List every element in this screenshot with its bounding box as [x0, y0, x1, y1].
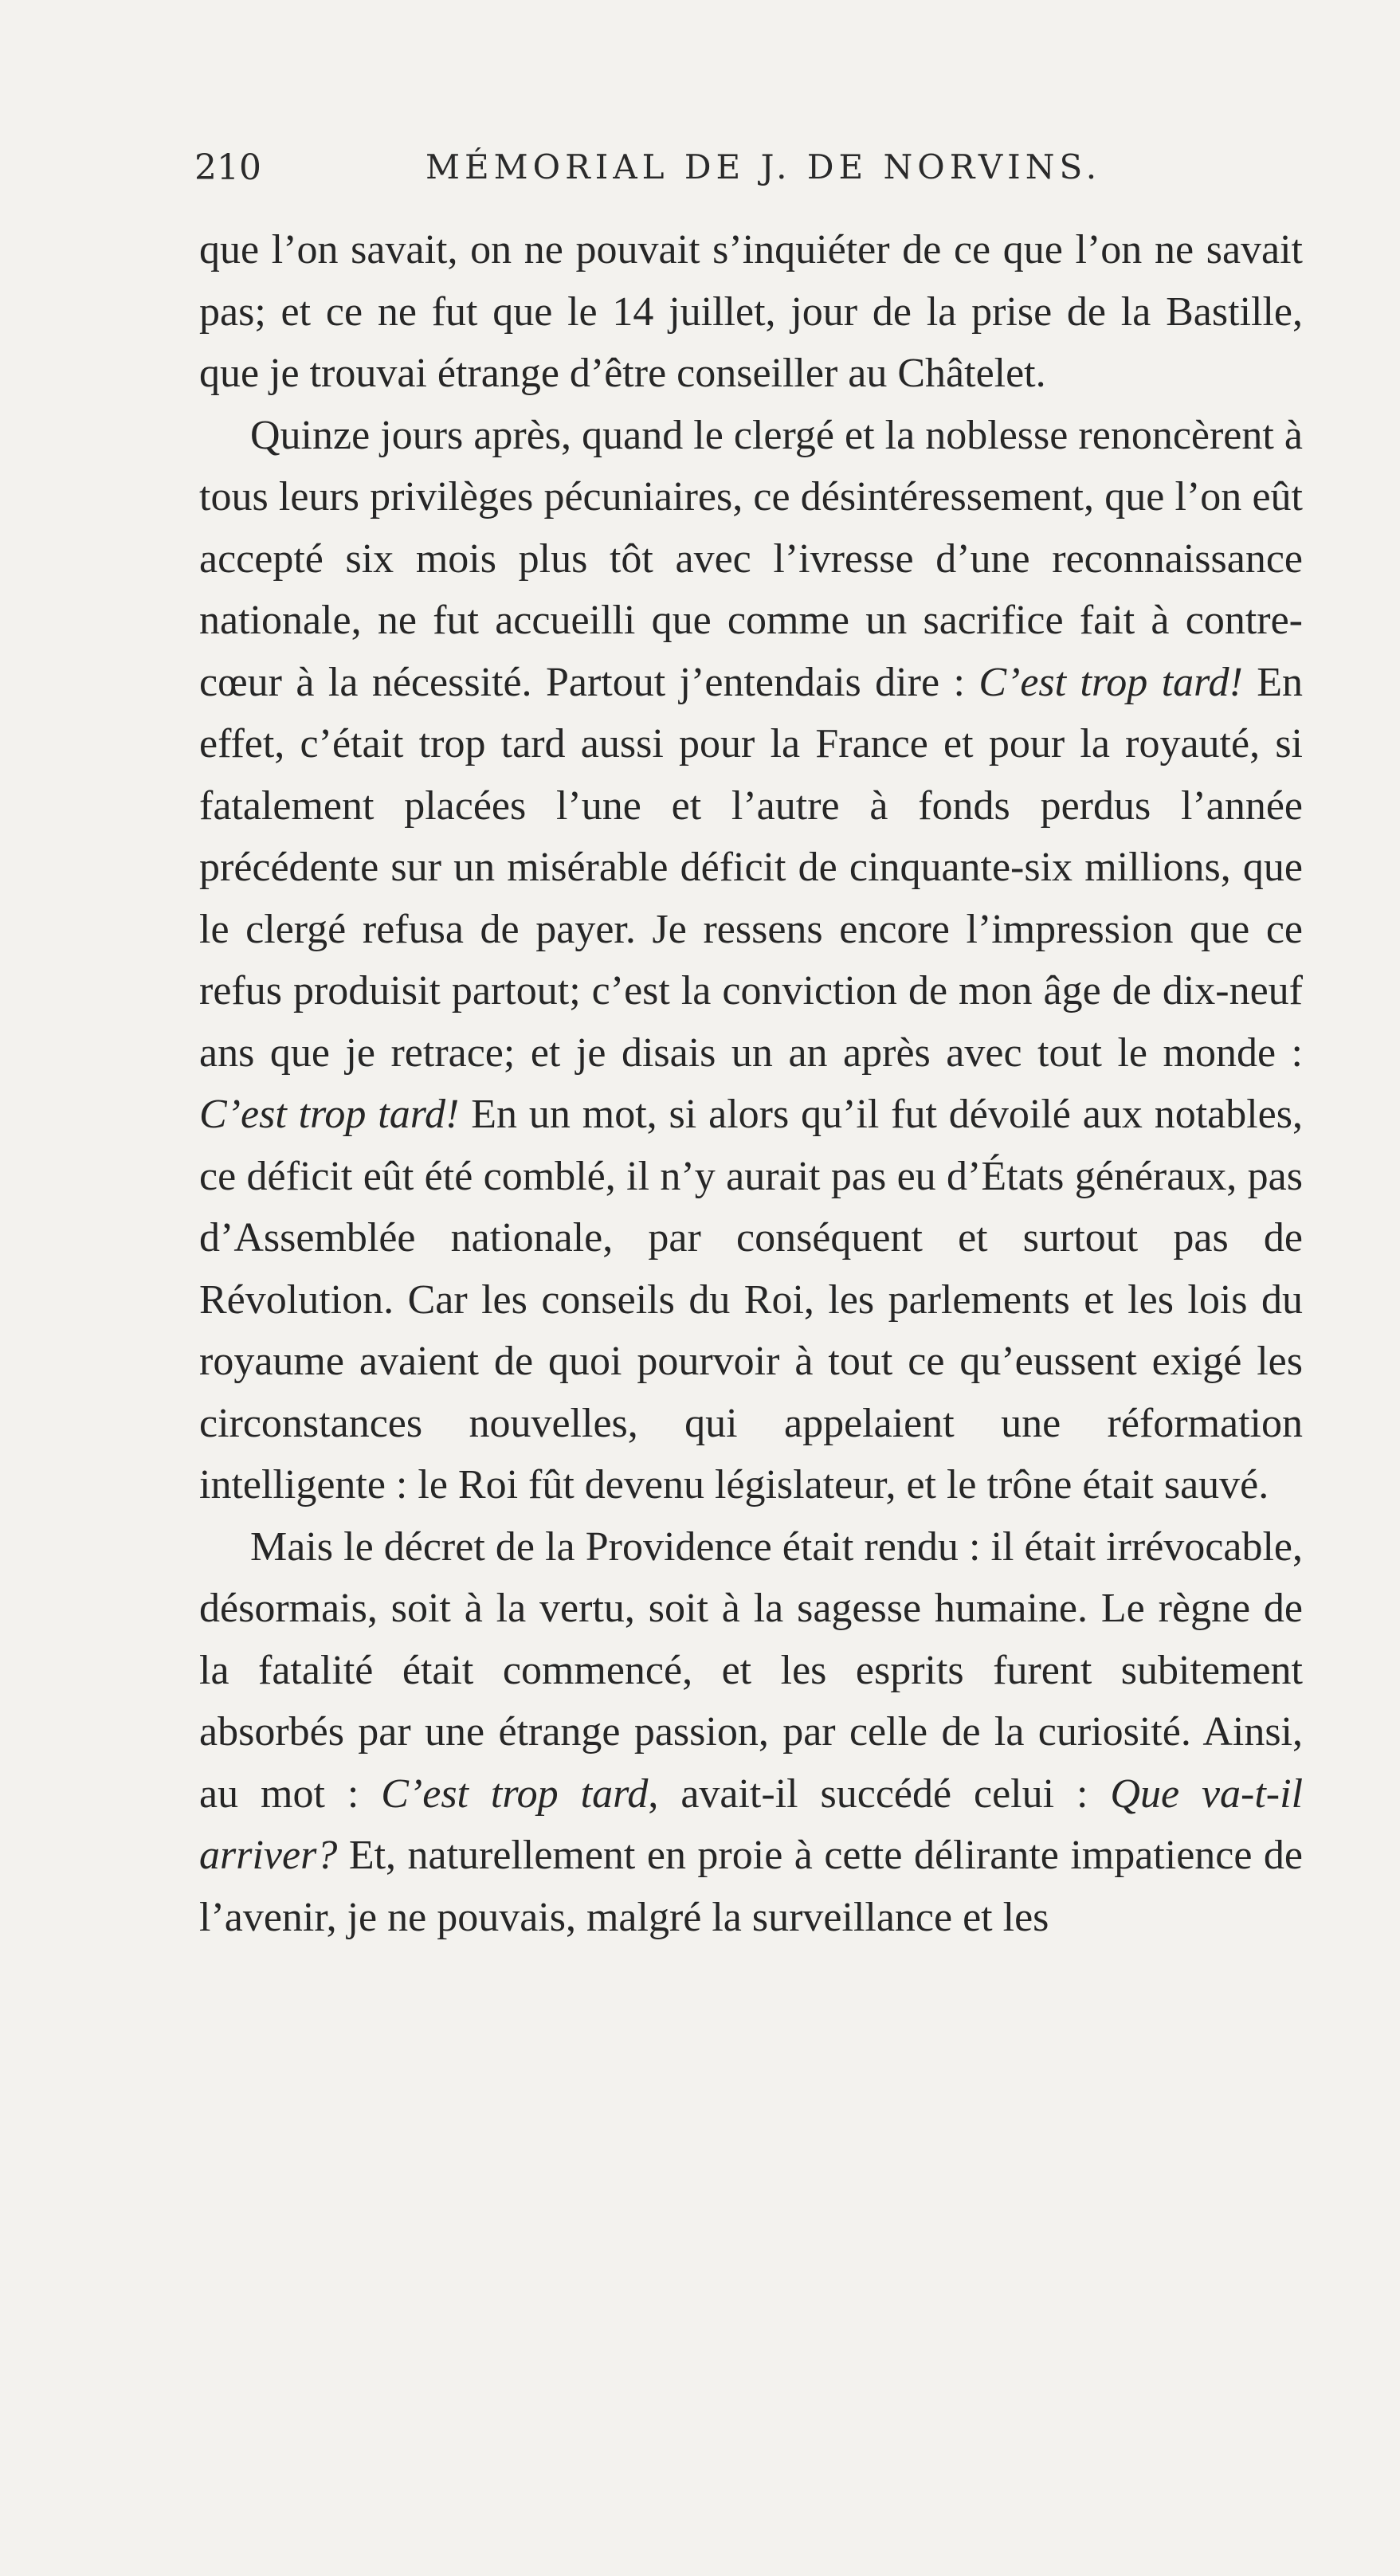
italic-phrase: C’est trop tard!	[199, 1092, 460, 1137]
body-text	[199, 219, 1303, 1948]
text-segment: , avait-il succédé celui :	[648, 1770, 1111, 1817]
paragraph-3	[199, 1516, 1303, 1949]
running-title: MÉMORIAL DE J. DE NORVINS.	[425, 147, 1102, 186]
text-segment: Quinze jours après, quand le clergé et la noblesse renoncèrent à tous leurs privilèges pécuniaires, ce désintéressement, que l’on eût accepté six mois plus tôt avec l’ivresse d’une reconnaissance nationale, ne fut accueilli que comme un sacrifice fait à contre-cœur à la nécessité. Partout j’entendais dire :	[199, 412, 1303, 705]
italic-phrase: C’est trop tard	[381, 1770, 649, 1817]
paragraph-2	[199, 405, 1303, 1516]
italic-phrase: Que va-t-il arriver?	[199, 1770, 1304, 1878]
page-header	[194, 147, 1310, 203]
page-number: 210	[194, 147, 261, 188]
text-segment: En un mot, si alors qu’il fut dévoilé aux notables, ce déficit eût été comblé, il n’y aurait pas eu d’États généraux, pas d’Assemblée nationale, par conséquent et surtout pas de Révolution. Car les conseils du Roi, les parlements et les lois du royaume avaient de quoi pourvoir à tout ce qu’eussent exigé les circonstances nouvelles, qui appelaient une réformation intelligente : le Roi fût devenu législateur, et le trône était sauvé.	[199, 1092, 1303, 1508]
text-segment: En effet, c’était trop tard aussi pour la France et pour la royauté, si fatalement placées l’une et l’autre à fonds perdus l’année précédente sur un misérable déficit de cinquante-six millions, que le clergé refusa de payer. Je ressens encore l’impression que ce refus produisit partout; c’est la conviction de mon âge de dix-neuf ans que je retrace; et je disais un an après avec tout le monde :	[199, 659, 1303, 1076]
text-segment: Mais le décret de la Providence était rendu : il était irrévocable, désormais, soit à la vertu, soit à la sagesse humaine. Le règne de la fatalité était commencé, et les esprits furent subitement absorbés par une étrange passion, par celle de la curiosité. Ainsi, au mot :	[199, 1523, 1303, 1817]
paragraph-1	[199, 219, 1303, 405]
text-segment: Et, naturellement en proie à cette délirante impatience de l’avenir, je ne pouvais, malgré la surveillance et les	[199, 1833, 1303, 1940]
italic-phrase: C’est trop tard!	[978, 659, 1243, 705]
text-segment: que l’on savait, on ne pouvait s’inquiéter de ce que l’on ne savait pas; et ce ne fut que le 14 juillet, jour de la prise de la Bastille, que je trouvai étrange d’être conseiller au Châtelet.	[199, 227, 1303, 396]
